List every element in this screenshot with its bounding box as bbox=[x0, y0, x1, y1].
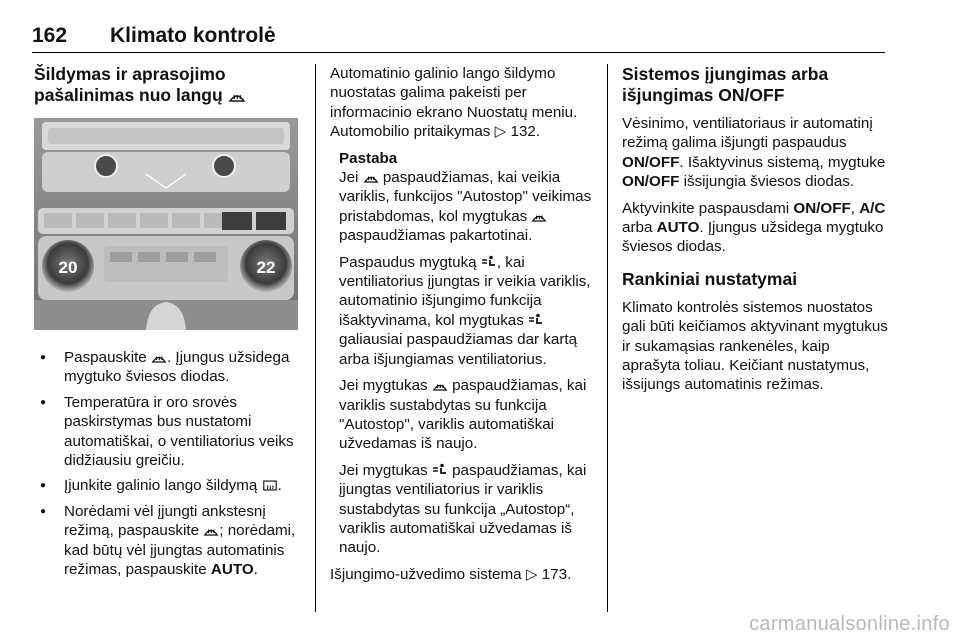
windshield-defrost-icon bbox=[228, 89, 246, 103]
list-item: ● Įjunkite galinio lango šildymą . bbox=[34, 476, 300, 495]
paragraph: Aktyvinkite paspausdami ON/OFF, A/C arba AUTO. Įjungus užsidega mygtuko šviesos diodas. bbox=[622, 199, 886, 256]
air-distribution-icon bbox=[432, 463, 448, 477]
section-heading-manual: Rankiniai nustatymai bbox=[622, 268, 798, 289]
watermark: carmanualsonline.info bbox=[749, 613, 950, 635]
windshield-defrost-icon bbox=[151, 351, 167, 364]
windshield-defrost-icon bbox=[363, 171, 379, 184]
list-item: ● Temperatūra ir oro srovės paskirstymas bus nustatomi automatiškai, o ventiliatorius veiks didžiausiu greičiu. bbox=[34, 393, 300, 471]
note-paragraph: Jei paspaudžiamas, kai veikia variklis, funkcijos "Autostop" veikimas pristabdomas, kol mygtukas paspaudžiamas pakartotinai. bbox=[339, 169, 592, 245]
windshield-defrost-icon bbox=[203, 524, 219, 537]
list-item: ● Paspauskite . Įjungus užsidega mygtuko šviesos diodas. bbox=[34, 348, 300, 387]
note-paragraph: Jei mygtukas paspaudžiamas, kai variklis sustabdytas su funkcija "Autostop", variklis automatiškai užvedamas iš naujo. bbox=[339, 377, 587, 453]
page-ref-icon: ▷ bbox=[494, 123, 511, 141]
page-number: 162 bbox=[32, 24, 68, 47]
windshield-defrost-icon bbox=[432, 379, 448, 392]
windshield-defrost-icon bbox=[531, 210, 547, 223]
air-distribution-icon bbox=[528, 313, 544, 327]
section-heading-defrost: Šildymas ir aprasojimo pašalinimas nuo langų bbox=[34, 64, 300, 106]
paragraph: Klimato kontrolės sistemos nuostatos gali būti keičiamos aktyvinant mygtukus ir sukamąsias rankenėles, kaip aprašyta toliau. Keičiant nustatymus, išsijungs automatinis režimas. bbox=[622, 298, 888, 394]
outro-paragraph: Išjungimo-užvedimo sistema ▷ 173. bbox=[330, 565, 572, 583]
rear-window-heating-icon bbox=[262, 479, 278, 492]
column-middle bbox=[330, 64, 592, 591]
intro-paragraph: Automatinio galinio lango šildymo nuostatas galima pakeisti per informacinio ekrano Nuostatų meniu. Automobilio pritaikymas ▷ 132. bbox=[330, 65, 578, 141]
air-distribution-icon bbox=[481, 255, 497, 269]
column-left bbox=[34, 64, 300, 585]
section-heading-on-off: Sistemos įjungimas arba išjungimas ON/OFF bbox=[622, 64, 829, 105]
column-divider bbox=[607, 64, 608, 612]
note-paragraph: Jei mygtukas paspaudžiamas, kai įjungtas ventiliatorius ir variklis sustabdytas su funkcija „Autostop“, variklis automatiškai užvedamas iš naujo. bbox=[339, 461, 587, 557]
page-ref-icon: ▷ bbox=[525, 565, 542, 583]
climate-control-panel-photo bbox=[34, 118, 298, 330]
column-divider bbox=[315, 64, 316, 612]
dial-left-temp: 20 bbox=[58, 258, 78, 277]
note-block bbox=[330, 149, 592, 558]
paragraph: Vėsinimo, ventiliatoriaus ir automatinį režimą galima išjungti paspaudus ON/OFF. Išaktyvinus sistemą, mygtuke ON/OFF išsijungia šviesos diodas. bbox=[622, 115, 886, 191]
note-title: Pastaba bbox=[339, 149, 398, 167]
dial-right-temp: 22 bbox=[256, 258, 276, 277]
column-right bbox=[622, 64, 892, 402]
list-item: ● Norėdami vėl įjungti ankstesnį režimą, paspauskite ; norėdami, kad būtų vėl įjungtas automatinis režimas, paspauskite AUTO. bbox=[34, 502, 300, 580]
note-paragraph: Paspaudus mygtuką , kai ventiliatorius įjungtas ir veikia variklis, automatinio išjungimo funkcija išaktyvinama, kol mygtukas galiausiai paspaudžiamas dar kartą arba išjungiamas ventiliatorius. bbox=[339, 253, 591, 368]
instruction-list bbox=[34, 348, 300, 579]
page-header bbox=[32, 18, 885, 53]
page-title: Klimato kontrolė bbox=[110, 24, 276, 47]
